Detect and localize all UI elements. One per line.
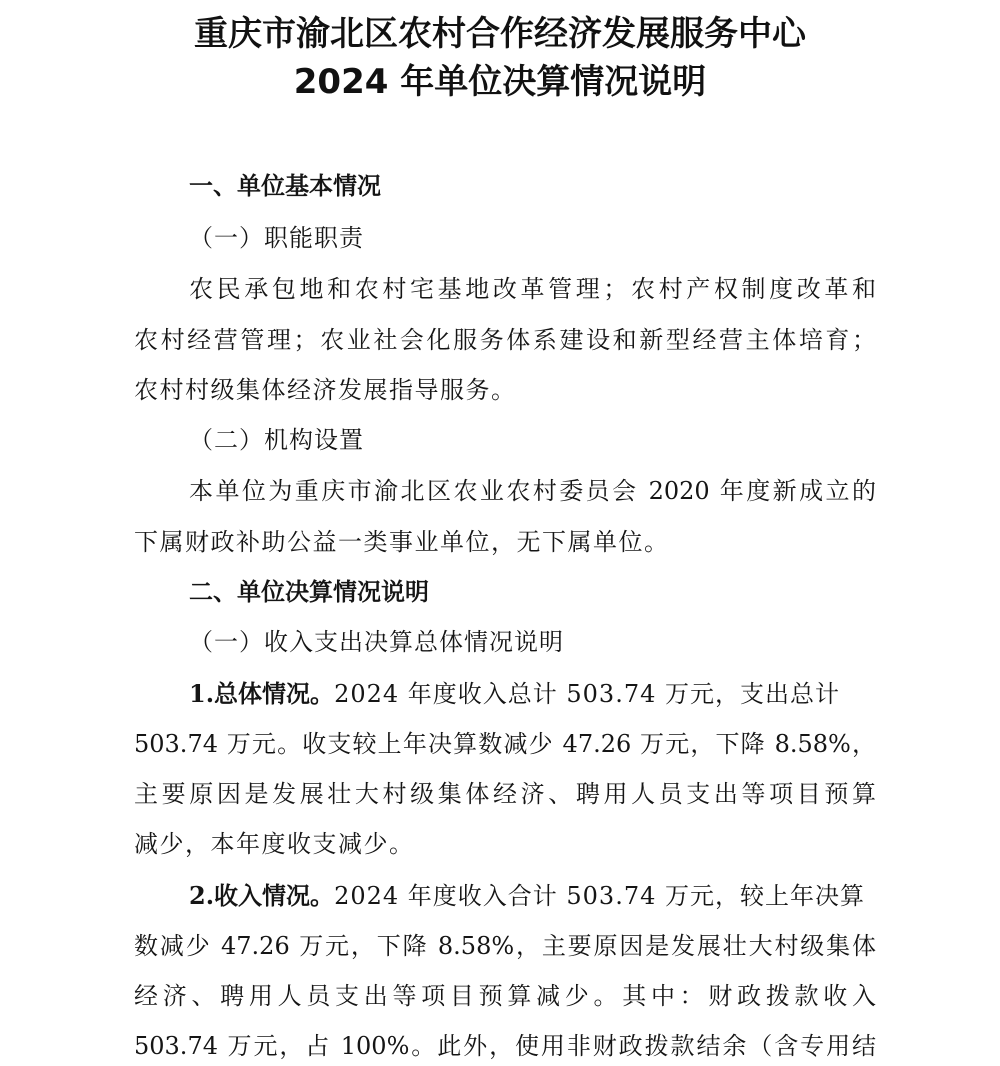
paragraph-functions-line-1: 农民承包地和农村宅基地改革管理；农村产权制度改革和 (189, 275, 876, 303)
subheading-organization: （二）机构设置 (189, 426, 364, 454)
document-title-line-2: 2024 年单位决算情况说明 (293, 62, 707, 102)
paragraph-overall-line-1-text: 2024 年度收入总计 503.74 万元，支出总计 (334, 680, 841, 708)
paragraph-functions-line-3: 农村村级集体经济发展指导服务。 (134, 376, 517, 404)
section-heading-basic-info: 一、单位基本情况 (189, 172, 381, 200)
paragraph-organization-line-2: 下属财政补助公益一类事业单位，无下属单位。 (134, 528, 670, 556)
paragraph-income-line-1-text: 2024 年度收入合计 503.74 万元，较上年决算 (334, 882, 866, 910)
paragraph-functions-line-2: 农村经营管理；农业社会化服务体系建设和新型经营主体培育； (134, 326, 876, 354)
paragraph-overall-line-2: 503.74 万元。收支较上年决算数减少 47.26 万元，下降 8.58%， (134, 730, 876, 758)
subheading-functions: （一）职能职责 (189, 224, 364, 252)
subheading-income-expenditure: （一）收入支出决算总体情况说明 (189, 628, 564, 656)
paragraph-overall-line-4: 减少，本年度收支减少。 (134, 830, 415, 858)
paragraph-income-line-2: 数减少 47.26 万元，下降 8.58%，主要原因是发展壮大村级集体 (134, 932, 876, 960)
paragraph-income-line-1 (189, 878, 876, 914)
section-heading-final-accounts: 二、单位决算情况说明 (189, 578, 429, 606)
paragraph-overall-line-1 (189, 676, 876, 712)
paragraph-income-lead: 2.收入情况。 (189, 881, 335, 910)
paragraph-overall-line-3: 主要原因是发展壮大村级集体经济、聘用人员支出等项目预算 (134, 780, 876, 808)
document-title-line-1: 重庆市渝北区农村合作经济发展服务中心 (194, 14, 806, 54)
paragraph-organization-line-1: 本单位为重庆市渝北区农业农村委员会 2020 年度新成立的 (189, 477, 876, 505)
paragraph-income-line-4: 503.74 万元，占 100%。此外，使用非财政拨款结余（含专用结 (134, 1032, 876, 1060)
paragraph-overall-lead: 1.总体情况。 (189, 679, 335, 708)
paragraph-income-line-3: 经济、聘用人员支出等项目预算减少。其中：财政拨款收入 (134, 982, 876, 1010)
